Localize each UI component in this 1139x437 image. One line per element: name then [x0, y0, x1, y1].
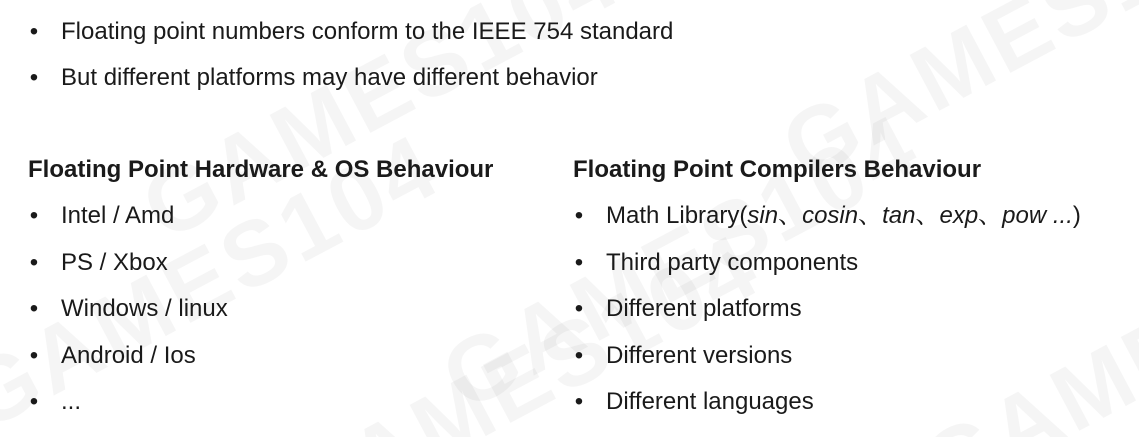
- intro-bullet-text: Floating point numbers conform to the IEEE 754 standard: [61, 18, 674, 45]
- compilers-bullet-text: Different platforms: [606, 295, 802, 322]
- bullet-dot-icon: •: [29, 388, 39, 415]
- hardware-bullet-list: [27, 202, 228, 435]
- hardware-heading: Floating Point Hardware & OS Behaviour: [28, 156, 494, 183]
- compilers-bullet-text: Different languages: [606, 388, 814, 415]
- bullet-dot-icon: •: [29, 248, 39, 276]
- hardware-bullet: [27, 295, 228, 323]
- hardware-bullet-text: PS / Xbox: [61, 248, 168, 276]
- intro-bullet-text: But different platforms may have different behavior: [61, 64, 598, 91]
- compilers-bullet-text: Different versions: [606, 341, 793, 369]
- compilers-bullet-text: Third party components: [606, 248, 859, 276]
- compilers-bullet: [572, 342, 1081, 370]
- bullet-dot-icon: •: [29, 341, 39, 369]
- bullet-dot-icon: •: [29, 202, 39, 229]
- compilers-bullet-list: [572, 202, 1081, 435]
- hardware-bullet: [27, 388, 228, 416]
- math-library-prefix: Math Library(: [606, 202, 748, 229]
- math-func-separator: 、: [858, 202, 883, 229]
- intro-bullet-list: [27, 18, 673, 110]
- bullet-dot-icon: •: [574, 341, 584, 369]
- bullet-dot-icon: •: [574, 295, 584, 322]
- bullet-dot-icon: •: [29, 64, 39, 91]
- math-func-separator: 、: [915, 202, 940, 229]
- hardware-bullet: [27, 202, 228, 230]
- math-func-tan: tan: [882, 202, 916, 229]
- bullet-dot-icon: •: [29, 18, 39, 45]
- hardware-bullet: [27, 342, 228, 370]
- bullet-dot-icon: •: [574, 202, 584, 229]
- hardware-bullet-text: ...: [61, 388, 82, 415]
- math-func-separator: 、: [978, 202, 1003, 229]
- math-func-separator: 、: [778, 202, 803, 229]
- math-func-pow: pow ...: [1002, 202, 1073, 229]
- hardware-bullet-text: Android / Ios: [61, 341, 196, 369]
- hardware-bullet-text: Intel / Amd: [61, 202, 175, 229]
- bullet-dot-icon: •: [574, 388, 584, 415]
- bullet-dot-icon: •: [29, 295, 39, 322]
- math-library-suffix: ): [1072, 202, 1081, 229]
- math-func-exp: exp: [939, 202, 979, 229]
- bullet-dot-icon: •: [574, 248, 584, 276]
- compilers-bullet-math-library: [572, 202, 1081, 230]
- math-func-cosin: cosin: [802, 202, 859, 229]
- intro-bullet: [27, 18, 673, 46]
- hardware-bullet-text: Windows / linux: [61, 295, 228, 322]
- math-func-sin: sin: [747, 202, 779, 229]
- hardware-bullet: [27, 249, 228, 277]
- compilers-bullet: [572, 295, 1081, 323]
- compilers-heading: Floating Point Compilers Behaviour: [573, 156, 982, 183]
- compilers-bullet: [572, 249, 1081, 277]
- compilers-bullet: [572, 388, 1081, 416]
- intro-bullet: [27, 64, 673, 92]
